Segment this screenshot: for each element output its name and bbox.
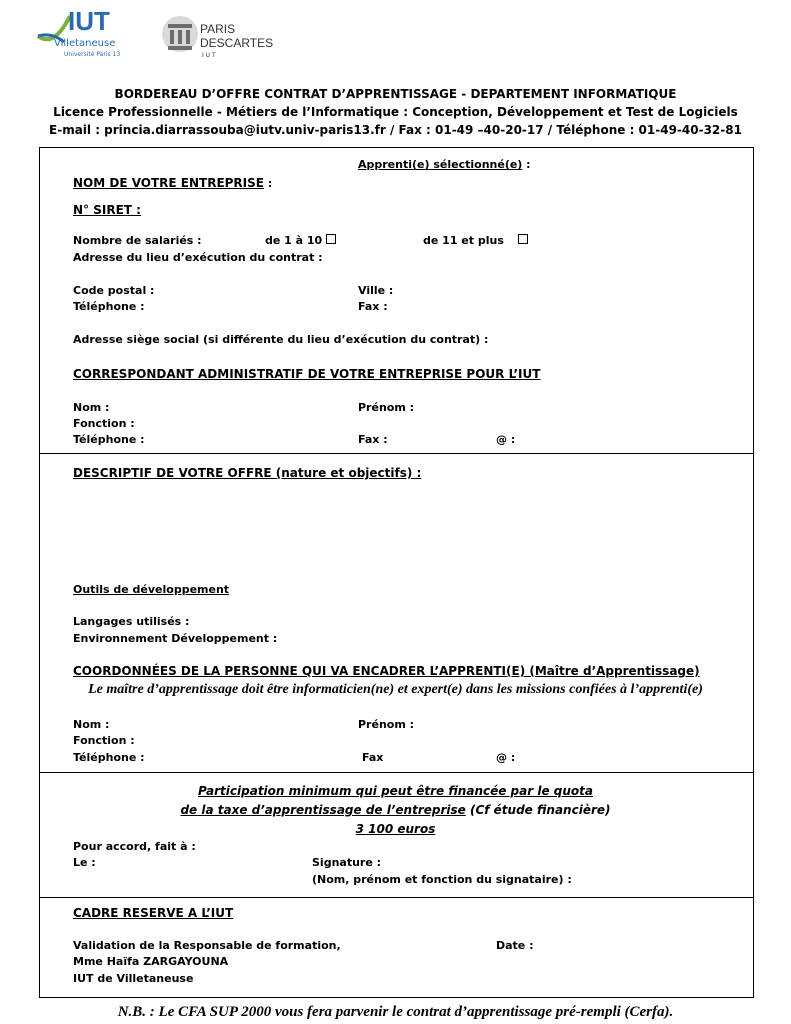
paris-logo-line2: DESCARTES <box>200 36 274 50</box>
iut-logo-sub2: Université Paris 13 <box>64 51 121 58</box>
correspondant-prenom-label: Prénom : <box>358 401 415 414</box>
paris-logo-line3: I U T <box>202 52 216 59</box>
iut-logo-text: IUT <box>68 6 110 36</box>
option-11-plus[interactable] <box>423 234 528 247</box>
correspondant-heading: CORRESPONDANT ADMINISTRATIF DE VOTRE ENTREPRISE POUR L’IUT <box>73 367 541 381</box>
signataire-label: (Nom, prénom et fonction du signataire) : <box>312 873 572 886</box>
cadre-heading: CADRE RESERVE A L’IUT <box>73 906 234 920</box>
montant-text: 3 100 euros <box>355 822 436 836</box>
checkbox-1-10[interactable] <box>326 234 336 244</box>
descriptif-colon: : <box>412 466 422 480</box>
environnement-label: Environnement Développement : <box>73 632 278 645</box>
maitre-fonction-label: Fonction : <box>73 734 135 747</box>
footer-note: N.B. : Le CFA SUP 2000 vous fera parvenir le contrat d’apprentissage pré-rempli (Cerfa). <box>117 1004 674 1020</box>
participation-text-2a: de la taxe d’apprentissage de l’entreprise <box>180 803 466 817</box>
participation-line-1 <box>0 784 791 798</box>
participation-line-2 <box>0 803 791 817</box>
maitre-prenom-label: Prénom : <box>358 718 415 731</box>
adresse-exec-label: Adresse du lieu d’exécution du contrat : <box>73 251 323 264</box>
responsable-name: Mme Haïfa ZARGAYOUNA <box>73 955 229 968</box>
telephone-label: Téléphone : <box>73 300 145 313</box>
iut-name: IUT de Villetaneuse <box>73 972 194 985</box>
signature-label: Signature : <box>312 856 382 869</box>
montant-line <box>0 822 791 836</box>
maitre-note: Le maître d’apprentissage doit être informaticien(ne) et expert(e) dans les missions confiées à l’apprenti(e) <box>88 682 703 697</box>
correspondant-fonction-label: Fonction : <box>73 417 135 430</box>
section-divider-3 <box>39 897 754 898</box>
iut-logo-sub: Villetaneuse <box>54 38 116 49</box>
checkbox-11-plus[interactable] <box>518 234 528 244</box>
paris-logo-line1: PARIS <box>200 22 236 36</box>
code-postal-label: Code postal : <box>73 284 155 297</box>
contact-line: E-mail : princia.diarrassouba@iutv.univ-paris13.fr / Fax : 01-49 –40-20-17 / Téléphone : 01-49-40-32-81 <box>49 123 742 137</box>
document-subtitle: Licence Professionnelle - Métiers de l’Informatique : Conception, Développement et Test de Logiciels <box>53 105 738 119</box>
participation-text-2b: (Cf étude financière) <box>465 803 611 817</box>
form-frame <box>39 147 754 998</box>
option-1-10[interactable] <box>265 234 336 247</box>
entreprise-label <box>73 176 272 190</box>
entreprise-text: NOM DE VOTRE ENTREPRISE <box>73 176 264 190</box>
participation-text-1: Participation minimum qui peut être financée par le quota <box>198 784 593 798</box>
maitre-nom-label: Nom : <box>73 718 110 731</box>
apprenti-label <box>358 158 531 171</box>
ville-label: Ville : <box>358 284 394 297</box>
fax-label: Fax : <box>358 300 388 313</box>
maitre-email-label: @ : <box>496 751 516 764</box>
iut-villetaneuse-logo <box>34 8 130 64</box>
document-title: BORDEREAU D’OFFRE CONTRAT D’APPRENTISSAGE - DEPARTEMENT INFORMATIQUE <box>114 87 677 101</box>
correspondant-fax-label: Fax : <box>358 433 388 446</box>
option-11-plus-label: de 11 et plus <box>423 234 504 247</box>
siret-label: N° SIRET : <box>73 203 141 217</box>
entreprise-colon: : <box>263 177 273 190</box>
maitre-fax-label: Fax <box>362 751 384 764</box>
correspondant-email-label: @ : <box>496 433 516 446</box>
descriptif-text: DESCRIPTIF DE VOTRE OFFRE (nature et objectifs) <box>73 466 413 480</box>
correspondant-nom-label: Nom : <box>73 401 110 414</box>
salaries-label: Nombre de salariés : <box>73 234 202 247</box>
correspondant-telephone-label: Téléphone : <box>73 433 145 446</box>
apprenti-colon: : <box>522 158 531 171</box>
outils-heading: Outils de développement <box>73 583 230 596</box>
accord-label: Pour accord, fait à : <box>73 840 196 853</box>
paris-descartes-logo <box>160 10 274 66</box>
maitre-telephone-label: Téléphone : <box>73 751 145 764</box>
date-label: Date : <box>496 939 534 952</box>
section-divider-1 <box>39 453 754 454</box>
apprenti-text: Apprenti(e) sélectionné(e) <box>358 158 523 171</box>
validation-label: Validation de la Responsable de formation, <box>73 939 341 952</box>
le-label: Le : <box>73 856 96 869</box>
option-1-10-label: de 1 à 10 <box>265 234 323 247</box>
coordonnees-heading: COORDONNÉES DE LA PERSONNE QUI VA ENCADRER L’APPRENTI(E) (Maître d’Apprentissage) <box>73 664 700 678</box>
langages-label: Langages utilisés : <box>73 615 190 628</box>
section-divider-2 <box>39 772 754 773</box>
descriptif-label <box>73 466 421 480</box>
siege-label: Adresse siège social (si différente du lieu d’exécution du contrat) : <box>73 333 489 346</box>
